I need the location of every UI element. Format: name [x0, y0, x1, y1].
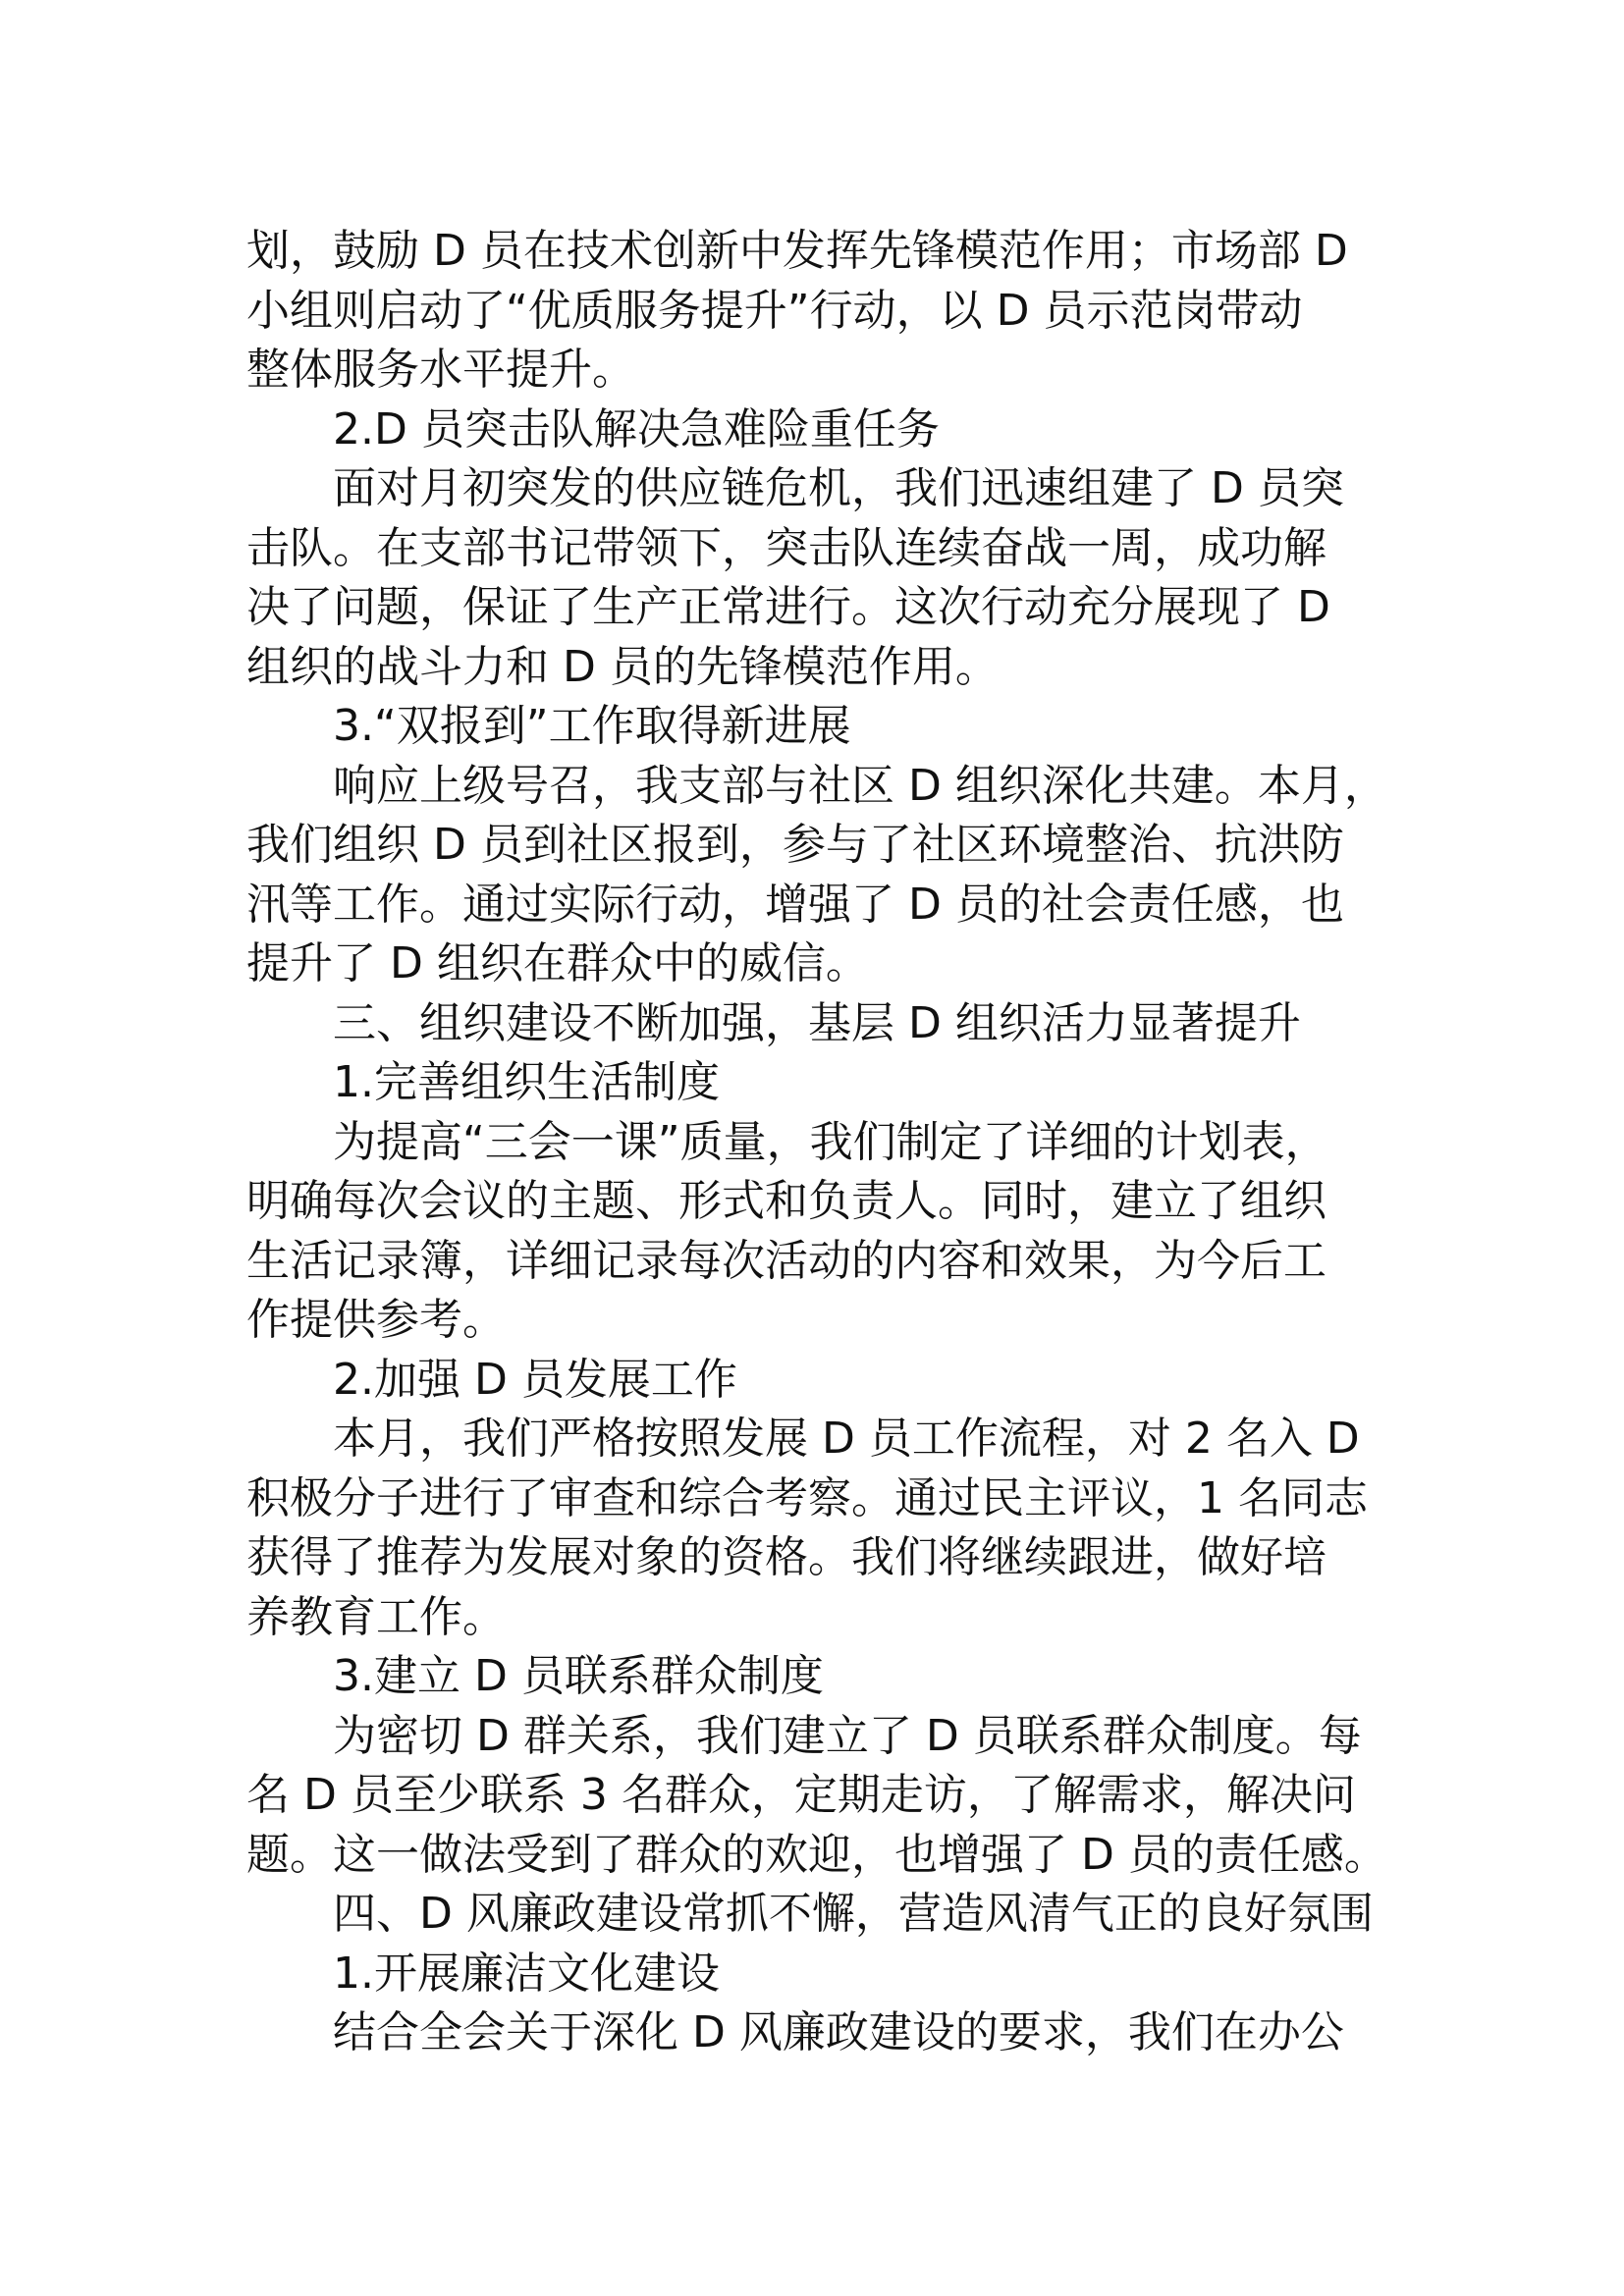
text-line: 整体服务水平提升。 [246, 345, 635, 395]
text-line: 积极分子进行了审查和综合考察。通过民主评议，1 名同志 [246, 1472, 1368, 1523]
text-line: 击队。在支部书记带领下，突击队连续奋战一周，成功解 [246, 522, 1326, 573]
text-line: 我们组织 D 员到社区报到，参与了社区环境整治、抗洪防 [246, 820, 1344, 870]
section-heading: 四、D 风廉政建设常抓不懈，营造风清气正的良好氛围 [333, 1889, 1374, 1939]
text-line: 小组则启动了“优质服务提升”行动，以 D 员示范岗带动 [246, 285, 1303, 336]
text-line: 养教育工作。 [246, 1591, 506, 1642]
text-line: 划，鼓励 D 员在技术创新中发挥先锋模范作用；市场部 D [246, 226, 1348, 276]
text-line: 获得了推荐为发展对象的资格。我们将继续跟进，做好培 [246, 1532, 1326, 1582]
subheading: 1.完善组织生活制度 [333, 1057, 720, 1107]
text-line: 为密切 D 群关系，我们建立了 D 员联系群众制度。每 [333, 1710, 1362, 1761]
text-line: 组织的战斗力和 D 员的先锋模范作用。 [246, 641, 999, 692]
text-line: 名 D 员至少联系 3 名群众，定期走访，了解需求，解决问 [246, 1770, 1356, 1820]
text-line: 生活记录簿，详细记录每次活动的内容和效果，为今后工 [246, 1235, 1326, 1286]
text-line: 汛等工作。通过实际行动，增强了 D 员的社会责任感，也 [246, 879, 1344, 930]
text-line: 明确每次会议的主题、形式和负责人。同时，建立了组织 [246, 1176, 1326, 1226]
text-line: 面对月初突发的供应链危机，我们迅速组建了 D 员突 [333, 463, 1344, 513]
text-line: 提升了 D 组织在群众中的威信。 [246, 938, 869, 988]
subheading: 2.D 员突击队解决急难险重任务 [333, 403, 940, 454]
document-body [246, 222, 1395, 2063]
subheading: 3.建立 D 员联系群众制度 [333, 1651, 824, 1701]
subheading: 2.加强 D 员发展工作 [333, 1354, 737, 1405]
text-line: 为提高“三会一课”质量，我们制定了详细的计划表， [333, 1116, 1328, 1167]
text-line: 决了问题，保证了生产正常进行。这次行动充分展现了 D [246, 582, 1330, 632]
text-line: 响应上级号召，我支部与社区 D 组织深化共建。本月， [333, 760, 1387, 811]
section-heading: 三、组织建设不断加强，基层 D 组织活力显著提升 [333, 997, 1301, 1048]
text-line: 结合全会关于深化 D 风廉政建设的要求，我们在办公 [333, 2007, 1344, 2057]
subheading: 1.开展廉洁文化建设 [333, 1948, 720, 1999]
subheading: 3.“双报到”工作取得新进展 [333, 701, 851, 751]
text-line: 题。这一做法受到了群众的欢迎，也增强了 D 员的责任感。 [246, 1829, 1387, 1880]
text-line: 作提供参考。 [246, 1295, 506, 1345]
text-line: 本月，我们严格按照发展 D 员工作流程，对 2 名入 D [333, 1414, 1360, 1464]
